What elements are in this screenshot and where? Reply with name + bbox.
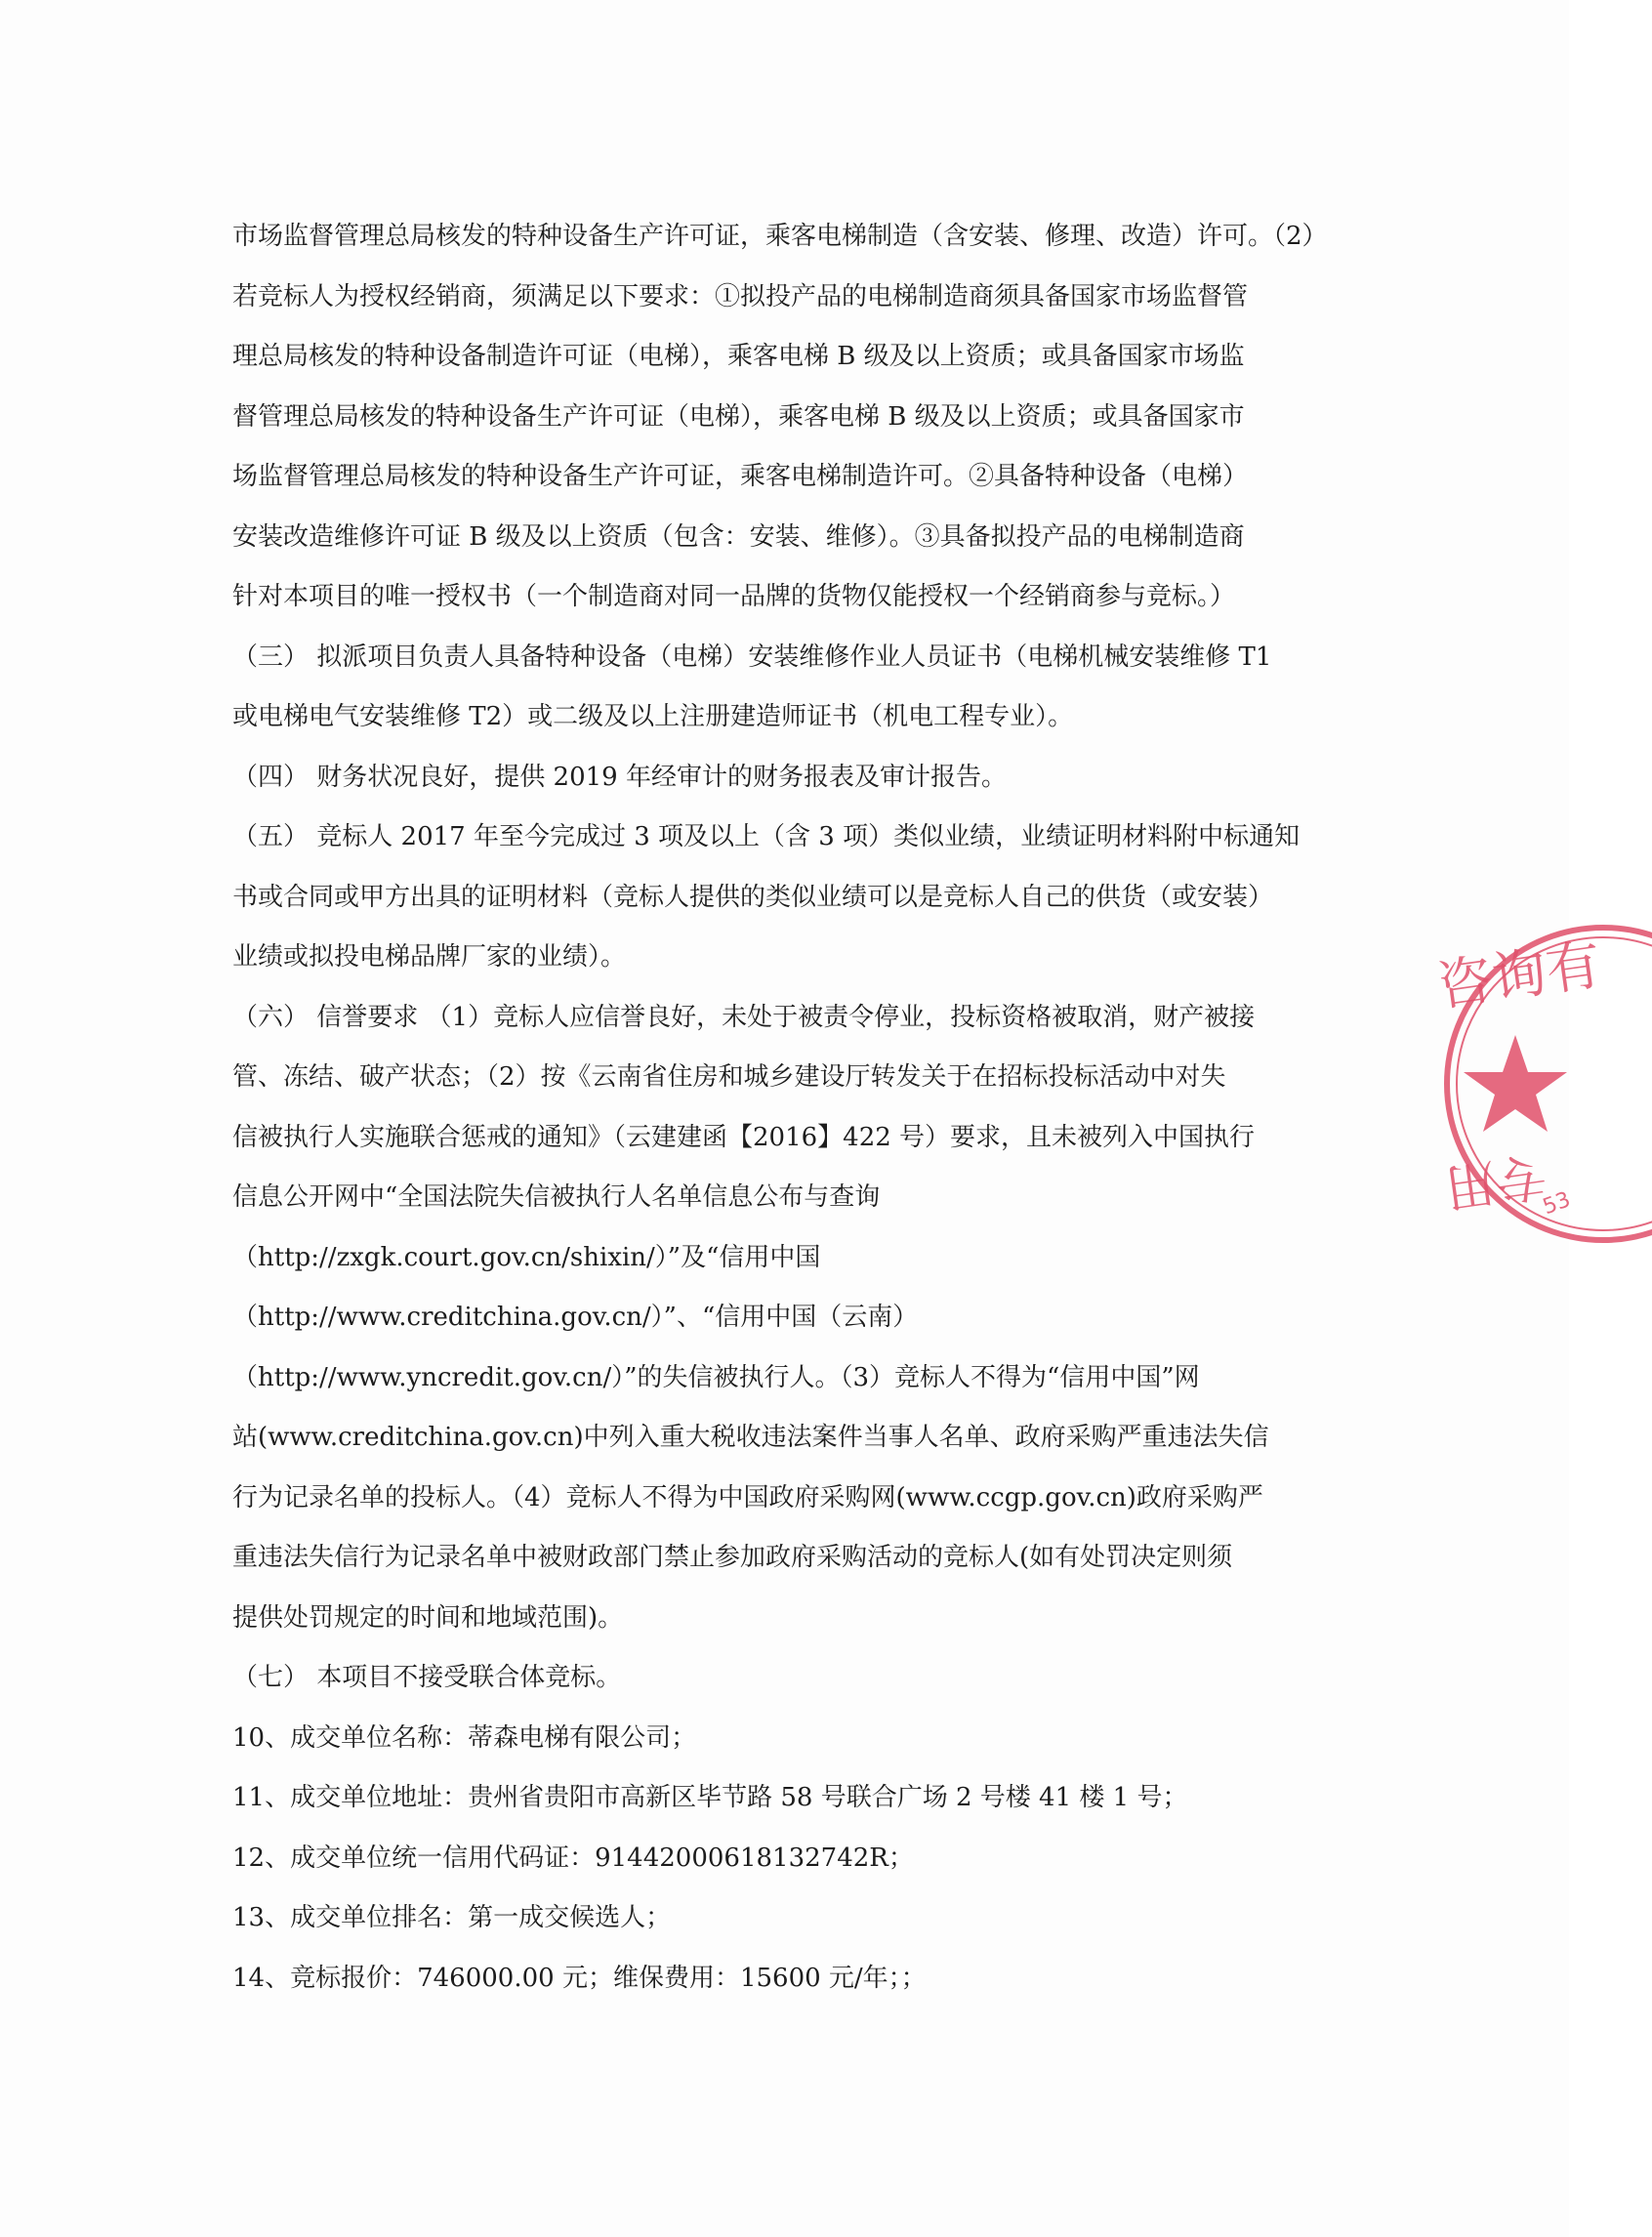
seal-number: 53 [1539,1187,1574,1221]
text-line: 信被执行人实施联合惩戒的通知》（云建建函【2016】422 号）要求，且未被列入中国执行 [232,1122,1256,1152]
text-line: （http://zxgk.court.gov.cn/shixin/）”及“信用中国 [232,1242,821,1272]
text-line: 11、成交单位地址：贵州省贵阳市高新区毕节路 58 号联合广场 2 号楼 41 楼 1 号； [232,1783,1188,1812]
text-line: 行为记录名单的投标人。（4）竞标人不得为中国政府采购网(www.ccgp.gov.cn)政府采购严 [232,1482,1263,1512]
text-line: 场监督管理总局核发的特种设备生产许可证，乘客电梯制造许可。②具备特种设备（电梯） [232,462,1249,491]
text-line: 13、成交单位排名：第一成交候选人； [232,1903,672,1932]
text-line: 信息公开网中“全国法院失信被执行人名单信息公布与查询 [232,1182,881,1212]
text-line: 督管理总局核发的特种设备生产许可证（电梯），乘客电梯 B 级及以上资质；或具备国家市 [232,401,1245,432]
text-line: 重违法失信行为记录名单中被财政部门禁止参加政府采购活动的竞标人(如有处罚决定则须 [232,1543,1233,1572]
text-line: 理总局核发的特种设备制造许可证（电梯），乘客电梯 B 级及以上资质；或具备国家市场监 [232,342,1245,371]
text-line: 针对本项目的唯一授权书（一个制造商对同一品牌的货物仅能授权一个经销商参与竞标。） [232,582,1236,611]
text-line: 业绩或拟投电梯品牌厂家的业绩）。 [232,942,627,972]
text-line: （http://www.creditchina.gov.cn/）”、“信用中国（云南） [232,1303,919,1332]
text-line: （四） 财务状况良好，提供 2019 年经审计的财务报表及审计报告。 [232,762,1007,792]
seal-star-icon [1464,1035,1567,1132]
seal-text-bottom: 专用 [1440,1144,1550,1217]
text-line: 提供处罚规定的时间和地域范围)。 [232,1602,624,1633]
text-line: （三） 拟派项目负责人具备特种设备（电梯）安装维修作业人员证书（电梯机械安装维修 T1 [232,642,1272,672]
text-line: 安装改造维修许可证 B 级及以上资质（包含：安装、维修）。③具备拟投产品的电梯制造商 [232,521,1245,552]
text-line: 或电梯电气安装维修 T2）或二级及以上注册建造师证书（机电工程专业）。 [232,702,1074,731]
text-line: （六） 信誉要求 （1）竞标人应信誉良好，未处于被责令停业，投标资格被取消，财产被接 [232,1002,1256,1032]
document-body [232,207,1328,2009]
text-line: 书或合同或甲方出具的证明材料（竞标人提供的类似业绩可以是竞标人自己的供货（或安装） [232,882,1274,912]
text-line: （五） 竞标人 2017 年至今完成过 3 项及以上（含 3 项）类似业绩，业绩证明材料附中标通知 [232,822,1301,851]
text-line: 若竞标人为授权经销商，须满足以下要求：①拟投产品的电梯制造商须具备国家市场监督管 [232,281,1249,311]
text-line: （七） 本项目不接受联合体竞标。 [232,1663,622,1692]
text-line: （http://www.yncredit.gov.cn/）”的失信被执行人。（3）竞标人不得为“信用中国”网 [232,1362,1200,1392]
text-line: 管、冻结、破产状态；（2）按《云南省住房和城乡建设厅转发关于在招标投标活动中对失 [232,1062,1226,1092]
company-seal [1427,918,1652,1250]
seal-text-top: 咨询有 [1433,932,1605,1019]
text-line: 10、成交单位名称：蒂森电梯有限公司； [232,1722,697,1753]
text-line: 站(www.creditchina.gov.cn)中列入重大税收违法案件当事人名单、政府采购严重违法失信 [232,1423,1269,1452]
text-line: 14、竞标报价：746000.00 元；维保费用：15600 元/年；； [232,1963,927,1993]
text-line: 市场监督管理总局核发的特种设备生产许可证，乘客电梯制造（含安装、修理、改造）许可。（2） [232,222,1328,251]
text-line: 12、成交单位统一信用代码证：91442000618132742R； [232,1843,914,1873]
